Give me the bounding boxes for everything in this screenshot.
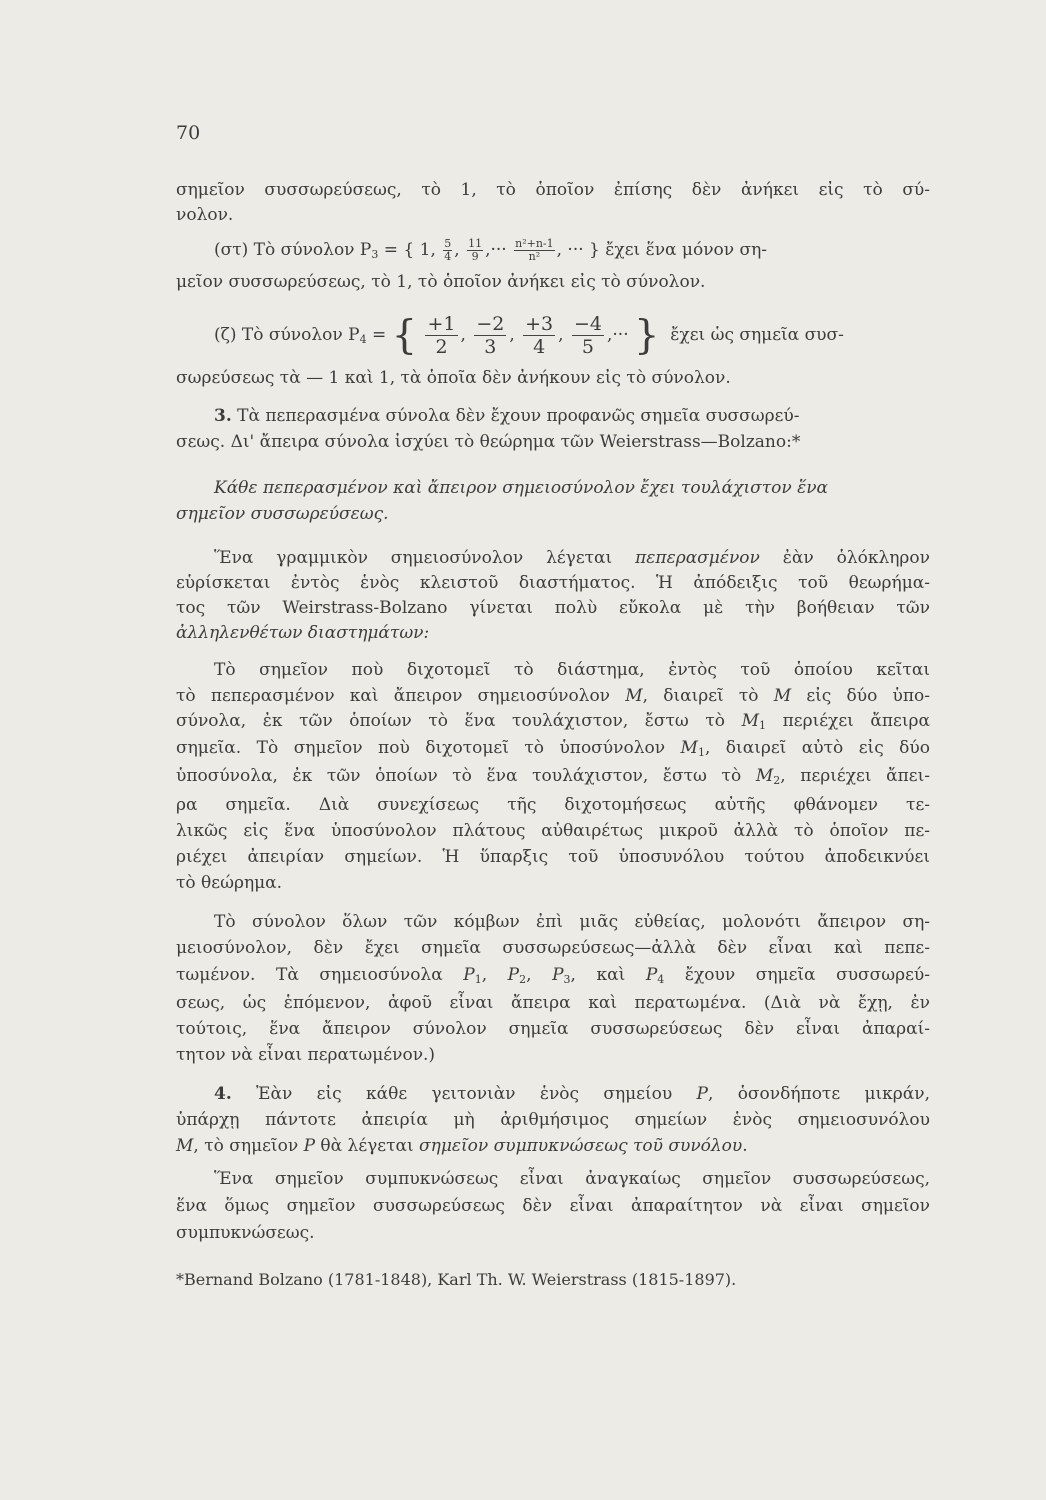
set-p3-definition: (στ) Τὸ σύνολον $P_3$ = { 1, $\frac{5}{4}$ , $\frac{11}{9}$ ,··· $\frac{\text{n²+n-1}}{\text{n²}}$ , ··· } ἔχει ἕνα μόνον ση- [214, 237, 768, 263]
text-line: ρα σημεῖα. Διὰ συνεχίσεως τῆς διχοτομήσεως αὐτῆς φθάνομεν τε- [176, 795, 930, 815]
text-line: ὑπάρχῃ πάντοτε ἀπειρία μὴ ἀριθμήσιμος σημείων ἑνὸς σημειοσυνόλου [176, 1110, 930, 1130]
fraction: $\frac{-4}{5}$ [573, 313, 602, 358]
text-line: M, τὸ σημεῖον P θὰ λέγεται σημεῖον συμπυκνώσεως τοῦ συνόλου. [176, 1136, 748, 1156]
text-line: ἕνα ὅμως σημεῖον συσσωρεύσεως δὲν εἶναι ἀπαραίτητον νὰ εἶναι σημεῖον [176, 1196, 930, 1216]
footnote: *Bernand Bolzano (1781-1848), Karl Th. W. Weierstrass (1815-1897). [176, 1270, 737, 1289]
text-line: συμπυκνώσεως. [176, 1223, 315, 1243]
text-line: σεως. Δι' ἄπειρα σύνολα ἰσχύει τὸ θεώρημα τῶν Weierstrass—Bolzano:* [176, 432, 801, 452]
text-line: μεῖον συσσωρεύσεως, τὸ 1, τὸ ὁποῖον ἀνήκει εἰς τὸ σύνολον. [176, 272, 706, 292]
left-brace-icon: { [391, 312, 418, 359]
text-line: μειοσύνολον, δὲν ἔχει σημεῖα συσσωρεύσεως—ἀλλὰ δὲν εἶναι καὶ πεπε- [176, 938, 930, 958]
text-line: τωμένον. Τὰ σημειοσύνολα $P_1$, $P_2$, $P_3$, καὶ $P_4$ ἔχουν σημεῖα συσσωρεύ- [176, 965, 930, 986]
text-line: σωρεύσεως τὰ — 1 καὶ 1, τὰ ὁποῖα δὲν ἀνήκουν εἰς τὸ σύνολον. [176, 368, 731, 388]
text-line: εὑρίσκεται ἐντὸς ἑνὸς κλειστοῦ διαστήματος. Ἡ ἀπόδειξις τοῦ θεωρήμα- [176, 573, 930, 593]
text-line: τὸ θεώρημα. [176, 873, 283, 893]
text-line: τος τῶν Weirstrass-Bolzano γίνεται πολὺ εὔκολα μὲ τὴν βοήθειαν τῶν [176, 598, 930, 618]
text-line: ὑποσύνολα, ἐκ τῶν ὁποίων τὸ ἕνα τουλάχιστον, ἔστω τὸ $M_2$, περιέχει ἄπει- [176, 766, 930, 787]
fraction: $\frac{+1}{2}$ [427, 313, 456, 358]
text-line: τὸ πεπερασμένον καὶ ἄπειρον σημειοσύνολον M, διαιρεῖ τὸ M εἰς δύο ὑπο- [176, 686, 930, 706]
fraction: $\frac{+3}{4}$ [525, 313, 554, 358]
text-line: τούτοις, ἕνα ἄπειρον σύνολον σημεῖα συσσωρεύσεως δὲν εἶναι ἀπαραί- [176, 1019, 930, 1039]
text-line: σημεῖα. Τὸ σημεῖον ποὺ διχοτομεῖ τὸ ὑποσύνολον $M_1$, διαιρεῖ αὐτὸ εἰς δύο [176, 738, 930, 759]
text-line: τητον νὰ εἶναι περατωμένον.) [176, 1045, 436, 1065]
text-line: σεως, ὡς ἑπόμενον, ἀφοῦ εἶναι ἄπειρα καὶ περατωμένα. (Διὰ νὰ ἔχῃ, ἐν [176, 993, 930, 1013]
fraction: $\frac{5}{4}$ [444, 237, 452, 263]
text-line: ριέχει ἀπειρίαν σημείων. Ἡ ὕπαρξις τοῦ ὑποσυνόλου τούτου ἀποδεικνύει [176, 847, 930, 867]
theorem-line: Κάθε πεπερασμένον καὶ ἄπειρον σημειοσύνολον ἔχει τουλάχιστον ἕνα [214, 478, 829, 498]
text-line: Τὸ σύνολον ὅλων τῶν κόμβων ἐπὶ μιᾶς εὐθείας, μολονότι ἄπειρον ση- [214, 912, 930, 932]
text-line: Ἕνα γραμμικὸν σημειοσύνολον λέγεται πεπερασμένον ἐὰν ὁλόκληρον [214, 548, 930, 568]
section-number: 4. [214, 1084, 232, 1104]
set-p4-definition: (ζ) Τὸ σύνολον $P_4$ = { $\frac{+1}{2}$ , $\frac{-2}{3}$ , $\frac{+3}{4}$ , $\frac{-4}{5}$ ,··· } ἔχει ὡς σημεῖα συσ- [214, 312, 844, 359]
text-line: σύνολα, ἐκ τῶν ὁποίων τὸ ἕνα τουλάχιστον, ἔστω τὸ $M_1$ περιέχει ἄπειρα [176, 711, 930, 732]
text-line: Τὸ σημεῖον ποὺ διχοτομεῖ τὸ διάστημα, ἐντὸς τοῦ ὁποίου κεῖται [214, 660, 930, 680]
section-3-line: 3. Τὰ πεπερασμένα σύνολα δὲν ἔχουν προφανῶς σημεῖα συσσωρεύ- [214, 406, 800, 426]
text-line: Ἕνα σημεῖον συμπυκνώσεως εἶναι ἀναγκαίως σημεῖον συσσωρεύσεως, [214, 1169, 930, 1189]
page-number: 70 [176, 122, 201, 144]
section-number: 3. [214, 406, 232, 426]
theorem-line: σημεῖον συσσωρεύσεως. [176, 504, 389, 524]
text-line: λικῶς εἰς ἕνα ὑποσύνολον πλάτους αὐθαιρέτως μικροῦ ἀλλὰ τὸ ὁποῖον πε- [176, 821, 930, 841]
fraction: $\frac{11}{9}$ [468, 237, 483, 263]
section-4-line: 4. Ἐὰν εἰς κάθε γειτονιὰν ἑνὸς σημείου P, ὁσονδήποτε μικράν, [214, 1084, 930, 1104]
text-line: σημεῖον συσσωρεύσεως, τὸ 1, τὸ ὁποῖον ἐπίσης δὲν ἀνήκει εἰς τὸ σύ- [176, 180, 930, 200]
fraction: $\frac{-2}{3}$ [476, 313, 505, 358]
text-line: νολον. [176, 205, 234, 225]
fraction: $\frac{\text{n²+n-1}}{\text{n²}}$ [515, 237, 554, 263]
right-brace-icon: } [634, 312, 660, 359]
text-line: ἀλληλενθέτων διαστημάτων: [176, 623, 430, 643]
